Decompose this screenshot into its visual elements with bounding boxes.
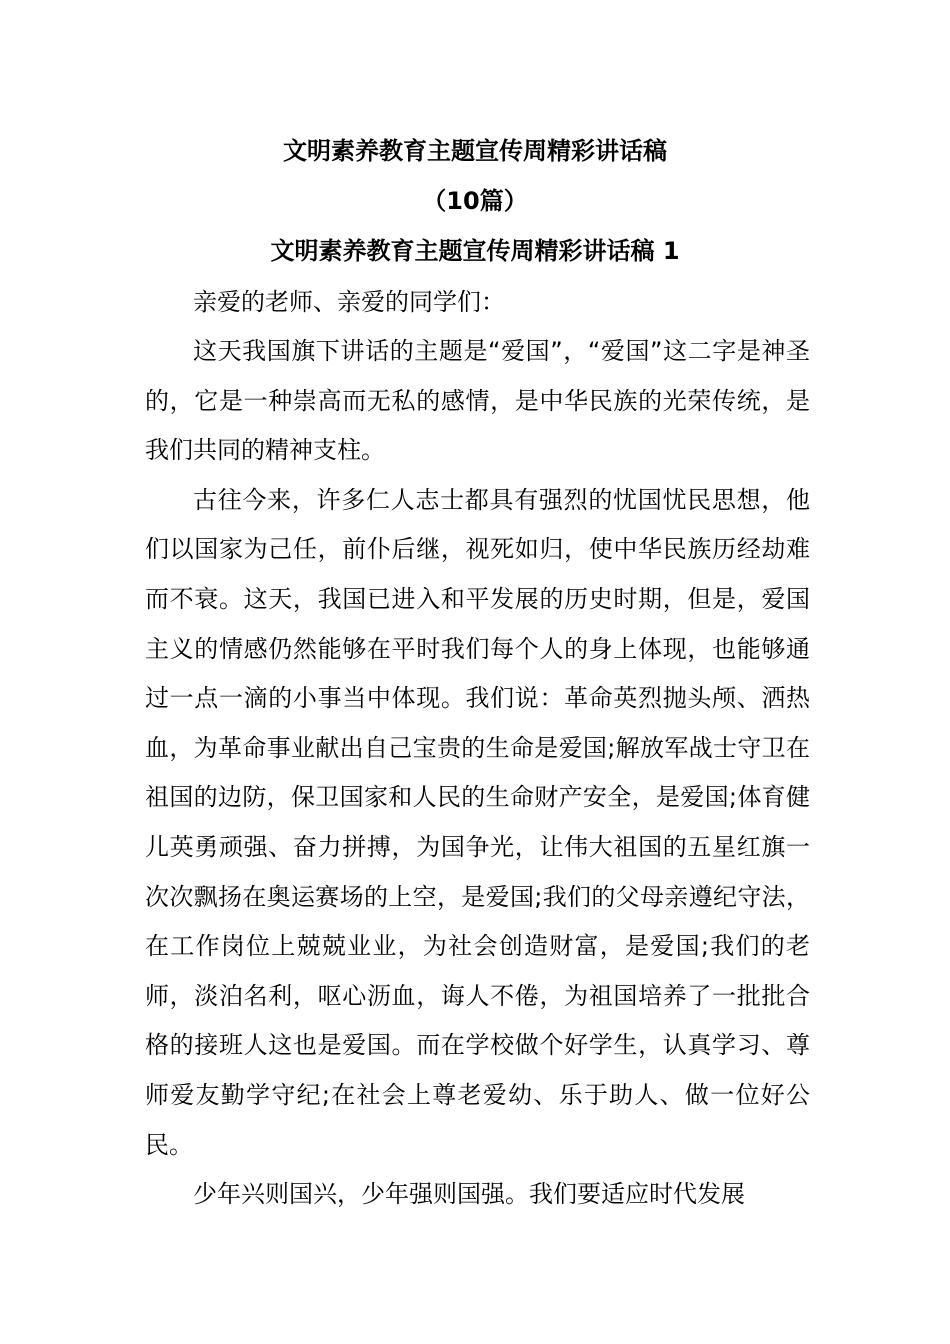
body-paragraph: 古往今来，许多仁人志士都具有强烈的忧国忧民思想，他们以国家为己任，前仆后继，视死如归，使中华民族历经劫难而不衰。这天，我国已进入和平发展的历史时期，但是，爱国主义的情感仍然能够在平时我们每个人的身上体现，也能够通过一点一滴的小事当中体现。我们说：革命英烈抛头颅、洒热血，为革命事业献出自己宝贵的生命是爱国;解放军战士守卫在祖国的边防，保卫国家和人民的生命财产安全，是爱国;体育健儿英勇顽强、奋力拼搏，为国争光，让伟大祖国的五星红旗一次次飘扬在奥运赛场的上空，是爱国;我们的父母亲遵纪守法，在工作岗位上兢兢业业，为社会创造财富，是爱国;我们的老师，淡泊名利，呕心沥血，诲人不倦，为祖国培养了一批批合格的接班人这也是爱国。而在学校做个好学生，认真学习、尊师爱友勤学守纪;在社会上尊老爱幼、乐于助人、做一位好公民。 xyxy=(145,485,810,1159)
body-paragraph: 少年兴则国兴，少年强则国强。我们要适应时代发展 xyxy=(193,1180,745,1209)
section-title: 文明素养教育主题宣传周精彩讲话稿 1 xyxy=(270,237,680,265)
greeting-paragraph: 亲爱的老师、亲爱的同学们： xyxy=(193,288,505,316)
speech-body xyxy=(145,327,810,1220)
document-subtitle: （10篇） xyxy=(422,187,528,215)
greeting-block xyxy=(145,278,810,328)
document-title: 文明素养教育主题宣传周精彩讲话稿 xyxy=(283,137,667,165)
body-paragraph: 这天我国旗下讲话的主题是“爱国”，“爱国”这二字是神圣的，它是一种崇高而无私的感情，是中华民族的光荣传统，是我们共同的精神支柱。 xyxy=(145,337,810,465)
